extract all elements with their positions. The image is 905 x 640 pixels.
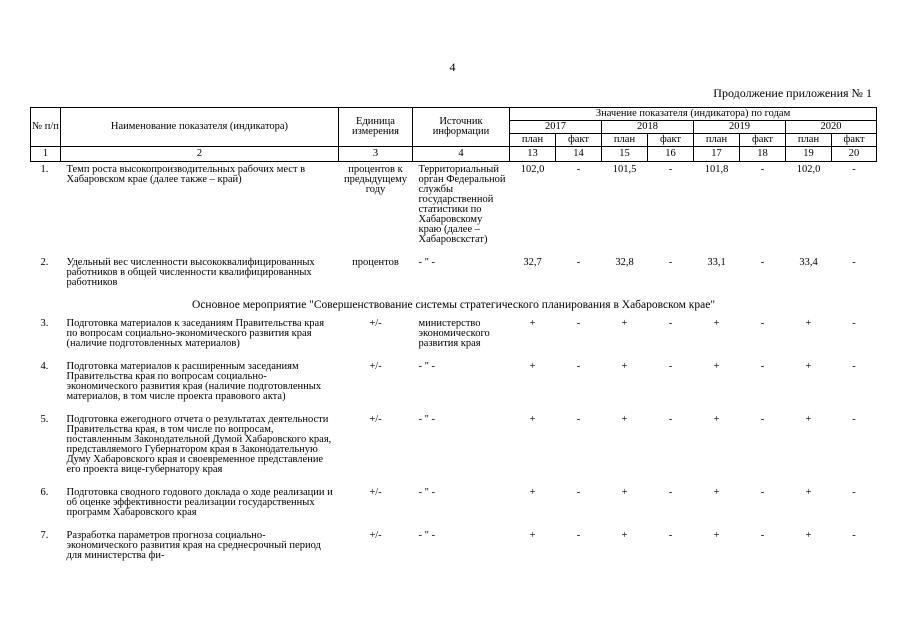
row-number: 4.	[40, 361, 49, 372]
header-source: Источник информации	[413, 108, 510, 147]
header-plan: план	[694, 134, 740, 147]
fact-value: -	[760, 361, 765, 372]
unit-cell: +/-	[369, 487, 382, 498]
plan-value: 33,4	[799, 257, 818, 268]
unit-cell: +/-	[369, 414, 382, 425]
header-fact: факт	[740, 134, 786, 147]
fact-value: -	[668, 164, 673, 175]
table-row	[31, 412, 877, 485]
header-year-2017: 2017	[510, 121, 602, 134]
header-unit: Единица измерения	[339, 108, 413, 147]
fact-value: -	[668, 361, 673, 372]
indicator-name: Подготовка сводного годового доклада о ходе реализации и об оценке эффективности реализации государственных программ Хабаровского края	[66, 487, 333, 518]
plan-value: +	[621, 414, 628, 425]
plan-value: +	[529, 487, 536, 498]
source-cell: - " -	[418, 361, 436, 372]
plan-value: +	[621, 530, 628, 541]
fact-value: -	[760, 414, 765, 425]
header-name: Наименование показателя (индикатора)	[61, 108, 339, 147]
header-values-by-year: Значение показателя (индикатора) по годам	[510, 108, 877, 121]
column-number: 20	[832, 147, 877, 162]
table-row	[31, 528, 877, 571]
unit-cell: +/-	[369, 361, 382, 372]
fact-value: -	[760, 530, 765, 541]
plan-value: 101,8	[704, 164, 729, 175]
plan-value: +	[529, 530, 536, 541]
row-number: 1.	[40, 164, 49, 175]
header-fact: факт	[832, 134, 877, 147]
fact-value: -	[852, 164, 856, 175]
plan-value: +	[805, 530, 812, 541]
plan-value: 33,1	[707, 257, 726, 268]
fact-value: -	[760, 257, 765, 268]
page-number: 4	[449, 60, 456, 74]
source-cell: министерство экономического развития края	[418, 318, 490, 349]
plan-value: +	[805, 414, 812, 425]
header-year-2019: 2019	[694, 121, 786, 134]
column-number: 19	[786, 147, 832, 162]
plan-value: 32,8	[615, 257, 634, 268]
row-number: 3.	[40, 318, 49, 329]
unit-cell: +/-	[369, 318, 382, 329]
plan-value: +	[621, 318, 628, 329]
row-number: 2.	[40, 257, 49, 268]
row-number: 7.	[40, 530, 49, 541]
indicator-name: Удельный вес численности высококвалифицированных работников в общей численности квалифицированных работников	[66, 257, 315, 288]
continuation-note: Продолжение приложения № 1	[713, 86, 872, 100]
plan-value: +	[713, 487, 720, 498]
column-number: 1	[31, 147, 61, 162]
fact-value: -	[576, 361, 581, 372]
fact-value: -	[576, 530, 581, 541]
column-number: 16	[648, 147, 694, 162]
header-year-2020: 2020	[786, 121, 877, 134]
fact-value: -	[760, 318, 765, 329]
source-cell: - " -	[418, 530, 436, 541]
plan-value: +	[713, 414, 720, 425]
fact-value: -	[576, 318, 581, 329]
fact-value: -	[852, 257, 856, 268]
column-number: 17	[694, 147, 740, 162]
header-year-2018: 2018	[602, 121, 694, 134]
fact-value: -	[668, 257, 673, 268]
plan-value: +	[529, 361, 536, 372]
fact-value: -	[760, 164, 765, 175]
plan-value: +	[805, 487, 812, 498]
source-cell: - " -	[418, 257, 436, 268]
fact-value: -	[852, 361, 856, 372]
plan-value: 102,0	[796, 164, 821, 175]
source-cell: Территориальный орган Федеральной службы государственной статистики по Хабаровскому краю (далее – Хабаровскстат)	[418, 164, 506, 245]
header-plan: план	[510, 134, 556, 147]
row-number: 5.	[40, 414, 49, 425]
section-title: Основное мероприятие "Совершенствование системы стратегического планирования в Хабаровском крае"	[192, 299, 716, 311]
plan-value: 102,0	[520, 164, 545, 175]
unit-cell: +/-	[369, 530, 382, 541]
fact-value: -	[576, 414, 581, 425]
indicator-name: Разработка параметров прогноза социально-экономического развития края на среднесрочный период для министерства фи-	[66, 530, 321, 561]
indicator-name: Подготовка материалов к заседаниям Правительства края по вопросам социально-экономического развития края (наличие подготовленных материалов)	[66, 318, 325, 349]
fact-value: -	[576, 164, 581, 175]
unit-cell: процентов	[352, 257, 399, 268]
header-plan: план	[602, 134, 648, 147]
fact-value: -	[760, 487, 765, 498]
indicator-name: Подготовка материалов к расширенным заседаниям Правительства края по вопросам социально-экономического развития края (наличие подготовленных материалов, в том числе проекта правового акта)	[66, 361, 322, 402]
column-number: 4	[413, 147, 510, 162]
column-number: 15	[602, 147, 648, 162]
plan-value: +	[529, 318, 536, 329]
fact-value: -	[852, 530, 856, 541]
header-fact: факт	[556, 134, 602, 147]
fact-value: -	[668, 487, 673, 498]
source-cell: - " -	[418, 487, 436, 498]
indicator-name: Темп роста высокопроизводительных рабочих мест в Хабаровском крае (далее также – край)	[66, 164, 306, 185]
column-number: 3	[339, 147, 413, 162]
table-row	[31, 255, 877, 298]
column-number: 18	[740, 147, 786, 162]
indicator-name: Подготовка ежегодного отчета о результатах деятельности Правительства края, в том числе по вопросам, поставленным Законодательной Думой Хабаровского края, представляемого Губернатором края в Законодательную Думу Хабаровского края и своевременное представление его проекта вице-губернатору края	[66, 414, 332, 475]
indicators-table	[30, 107, 877, 571]
row-number: 6.	[40, 487, 49, 498]
fact-value: -	[668, 318, 673, 329]
unit-cell: процентов к предыдущему году	[343, 164, 408, 195]
column-number: 14	[556, 147, 602, 162]
table-row	[31, 316, 877, 359]
table-row	[31, 359, 877, 412]
plan-value: +	[529, 414, 536, 425]
column-numbers-row	[31, 147, 877, 162]
table-row	[31, 162, 877, 256]
fact-value: -	[668, 414, 673, 425]
section-row	[31, 298, 877, 316]
fact-value: -	[852, 318, 856, 329]
header-num: № п/п	[31, 108, 61, 147]
table-row	[31, 485, 877, 528]
fact-value: -	[576, 487, 581, 498]
column-number: 2	[61, 147, 339, 162]
plan-value: +	[713, 530, 720, 541]
plan-value: +	[805, 361, 812, 372]
fact-value: -	[852, 487, 856, 498]
header-plan: план	[786, 134, 832, 147]
plan-value: 101,5	[612, 164, 637, 175]
fact-value: -	[576, 257, 581, 268]
plan-value: 32,7	[523, 257, 542, 268]
column-number: 13	[510, 147, 556, 162]
plan-value: +	[713, 318, 720, 329]
header-fact: факт	[648, 134, 694, 147]
plan-value: +	[621, 361, 628, 372]
plan-value: +	[621, 487, 628, 498]
fact-value: -	[852, 414, 856, 425]
plan-value: +	[805, 318, 812, 329]
source-cell: - " -	[418, 414, 436, 425]
plan-value: +	[713, 361, 720, 372]
fact-value: -	[668, 530, 673, 541]
